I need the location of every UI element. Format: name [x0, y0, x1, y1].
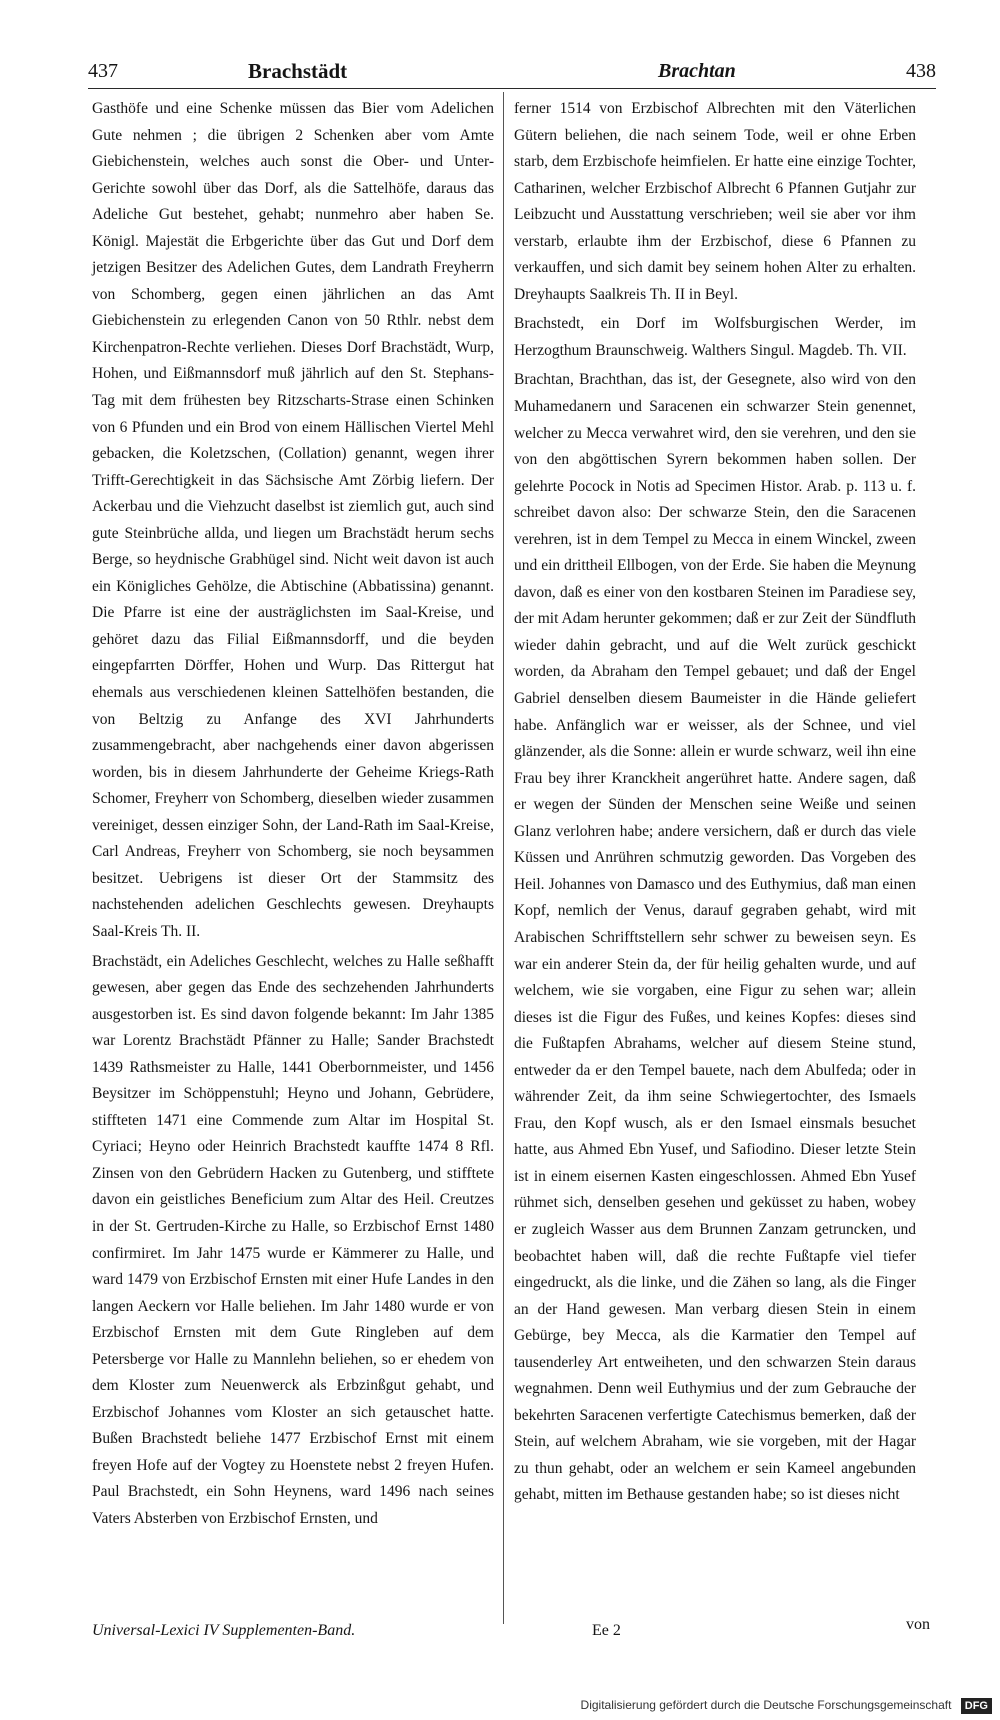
running-title-left: Brachstädt: [248, 59, 348, 83]
left-column: [92, 96, 494, 1533]
running-header: [88, 56, 936, 90]
digitization-credit: [492, 1698, 992, 1718]
page-number-left: 437: [88, 60, 118, 82]
paragraph-brachstaedt-village: Gasthöfe und eine Schenke müssen das Bier vom Adelichen Gute nehmen ; die übrigen 2 Schenken aber vom Amte Giebichenstein, welches auch sonst die Ober- und Unter-Gerichte sowohl über das Dorf, als die Sattelhöfe, daraus das Adeliche Gut bestehet, gehabt; nunmehro aber haben Se. Königl. Majestät die Erbgerichte über das Gut und Dorf dem jetzigen Besitzer des Adelichen Gutes, dem Landrath Freyherrn von Schomberg, gegen einen jährlichen an das Amt Giebichenstein zu erlegenden Canon von 50 Rthlr. nebst dem Kirchenpatron-Rechte verliehen. Dieses Dorf Brachstädt, Wurp, Hohen, und Eißmannsdorf muß jährlich auf den St. Stephans-Tag mit dem frühesten bey Ritzscharts-Strase einen Schinken von 6 Pfunden und ein Brod von einem Hällischen Viertel Mehl gebacken, die Koletzschen, (Collation) genannt, wegen ihrer Trifft-Gerechtigkeit in das Sächsische Amt Zörbig liefern. Der Ackerbau und die Viehzucht daselbst ist ziemlich gut, auch sind gute Steinbrüche allda, und liegen um Brachstädt herum sechs Berge, so heydnische Grabhügel sind. Nicht weit davon ist auch ein Königliches Gehölze, die Abtischine (Abbatissina) genannt. Die Pfarre ist eine der austräglichsten im Saal-Kreise, und gehöret dazu das Filial Eißmannsdorff, und die beyden eingepfarrten Dörffer, Hohen und Wurp. Das Rittergut hat ehemals aus verschiedenen kleinen Sattelhöfen bestanden, die von Beltzig zu Anfange des XVI Jahrhunderts zusammengebracht, aber nachgehends einer davon abgerissen worden, bis in diesem Jahrhunderte der Geheime Kriegs-Rath Schomer, Freyherr von Schomberg, dieselben wieder zusammen vereiniget, dessen einziger Sohn, der Land-Rath im Saal-Kreise, Carl Andreas, Freyherr von Schomberg, sie noch beysammen besitzet. Uebrigens ist dieser Ort der Stammsitz des nachstehenden adelichen Geschlechts gewesen. Dreyhaupts Saal-Kreis Th. II.: [92, 100, 494, 940]
page-number-right: 438: [906, 60, 936, 82]
page-footer: [92, 1616, 936, 1652]
paragraph-brachstaedt-family: Brachstädt, ein Adeliches Geschlecht, welches zu Halle seßhafft gewesen, aber gegen das Ende des sechzehenden Jahrhunderts ausgestorben ist. Es sind davon folgende bekannt: Im Jahr 1385 war Lorentz Brachstädt Pfänner zu Halle; Sander Brachstedt 1439 Rathsmeister zu Halle, 1441 Oberbornmeister, und 1456 Beysitzer im Schöppenstuhl; Heyno und Johann, Gebrüdere, stiffteten 1471 eine Commende zum Altar im Hospital St. Cyriaci; Heyno oder Heinrich Brachstedt kauffte 1474 8 Rfl. Zinsen von den Gebrüdern Hacken zu Gutenberg, und stifftete davon ein geistliches Beneficium zum Altar des Heil. Creutzes in der St. Gertruden-Kirche zu Halle, so Erzbischof Ernst 1480 confirmiret. Im Jahr 1475 wurde er Kämmerer zu Halle, und ward 1479 von Erzbischof Ernsten mit einer Hufe Landes in den langen Aeckern vor Halle beliehen. Im Jahr 1480 wurde er von Erzbischof Ernsten mit dem Gute Ringleben auf dem Petersberge vor Halle zu Mannlehn beliehen, so er ehedem von dem Kloster zum Neuenwerck als Erbzinßgut gehabt, und Erzbischof Johannes vom Kloster an sich getauschet hatte. Bußen Brachstedt beliehe 1477 Erzbischof Ernst mit einem freyen Hofe auf der Vogtey zu Hoenstete nebst 2 freyen Hufen. Paul Brachstedt, ein Sohn Heynens, ward 1496 nach seines Vaters Absterben von Erzbischof Ernsten, und: [92, 952, 494, 1527]
credit-text: Digitalisierung gefördert durch die Deutsche Forschungsgemeinschaft: [580, 1698, 952, 1713]
paragraph-continuation: ferner 1514 von Erzbischof Albrechten mit den Väterlichen Gütern beliehen, die nach seinem Tode, weil er ohne Erben starb, dem Erzbischofe heimfielen. Er hatte eine einzige Tochter, Catharinen, welcher Erzbischof Albrecht 6 Pfannen Gutjahr zur Leibzucht und Ausstattung verschrieben; weil sie aber vor ihm verstarb, erlaubte ihm der Erzbischof, diese 6 Pfannen zu verkauffen, und sich damit bey seinem hohen Alter zu erhalten. Dreyhaupts Saalkreis Th. II in Beyl.: [514, 100, 916, 303]
right-column: [514, 96, 916, 1509]
catchword: von: [906, 1616, 930, 1633]
dfg-logo: DFG: [961, 1698, 992, 1714]
paragraph-brachstedt: Brachstedt, ein Dorf im Wolfsburgischen Werder, im Herzogthum Braunschweig. Walthers Singul. Magdeb. Th. VII.: [514, 315, 916, 359]
header-rule: [88, 88, 936, 89]
signature-mark: Ee 2: [592, 1622, 621, 1639]
column-divider: [503, 92, 504, 1624]
signature-line: Universal-Lexici IV Supplementen-Band.: [92, 1622, 356, 1639]
running-title-right: Brachtan: [658, 60, 736, 82]
paragraph-brachtan: Brachtan, Brachthan, das ist, der Gesegnete, also wird von den Muhamedanern und Saracenen ein schwarzer Stein genennet, welcher zu Mecca verwahret wird, den sie verehren, und den sie von den abgöttischen Syrern bekommen haben sollen. Der gelehrte Pocock in Notis ad Specimen Histor. Arab. p. 113 u. f. schreibet davon also: Der schwarze Stein, den die Saracenen verehren, ist in dem Tempel zu Mecca in einem Winckel, zween und ein drittheil Ellbogen, von der Erde. Sie haben die Meynung davon, daß es einer von den kostbaren Steinen im Paradiese sey, der mit Adam herunter gekommen; daß er zur Zeit der Sündfluth wieder dahin gebracht, und auf die Welt zurück geschickt worden, da Abraham den Tempel gebauet; und daß der Engel Gabriel denselben diesem Baumeister in die Hände geliefert habe. Anfänglich war er weisser, als der Schnee, und viel glänzender, als die Sonne: allein er wurde schwarz, weil ihn eine Frau bey ihrer Kranckheit angerühret hatte. Andere sagen, daß er wegen der Sünden der Menschen seine Weiße und seinen Glanz verlohren habe; andere versichern, daß er durch das viele Küssen und Anrühren schmutzig geworden. Das Vorgeben des Heil. Johannes von Damasco und des Euthymius, daß man einen Kopf, nemlich der Venus, darauf gegraben gehabt, wird mit Arabischen Schrifftstellern sehr schwer zu beweisen seyn. Es war ein anderer Stein da, der für heilig gehalten wurde, und auf welchem, wie sie vorgaben, eine Figur zu sehen war; allein dieses ist die Figur des Fußes, und keines Kopfes: dieses sind die Fußtapfen Abrahams, welcher auf diesem Steine stund, entweder da er den Tempel bauete, nach dem Abulfeda; oder in währender Zeit, da ihm seine Schwiegertochter, des Ismaels Frau, den Kopf wusch, als er den Ismael einsmals besuchet hatte, aus Ahmed Ebn Yusef, und Safiodino. Dieser letzte Stein ist in einem eisernen Kasten eingeschlossen. Ahmed Ebn Yusef rühmet sich, denselben gesehen und geküsset zu haben, wobey er zugleich Wasser aus dem Brunnen Zanzam getruncken, und beobachtet haben will, daß die rechte Fußtapfe viel tiefer eingedruckt, als die linke, und die Zähen so lang, als die Finger an der Hand gewesen. Man verbarg diesen Stein in einem Gebürge, bey Mecca, als die Karmatier den Tempel auf tausenderley Art entweiheten, und den schwarzen Stein daraus wegnahmen. Denn weil Euthymius und der zum Gebrauche der bekehrten Saracenen verfertigte Catechismus bemerken, daß der Stein, auf welchem Abraham, wie sie vorgeben, mit der Hagar zu thun gehabt, oder an welchem er sein Kameel angebunden gehabt, mitten im Bethause gestanden habe; so ist dieses nicht: [514, 371, 916, 1504]
